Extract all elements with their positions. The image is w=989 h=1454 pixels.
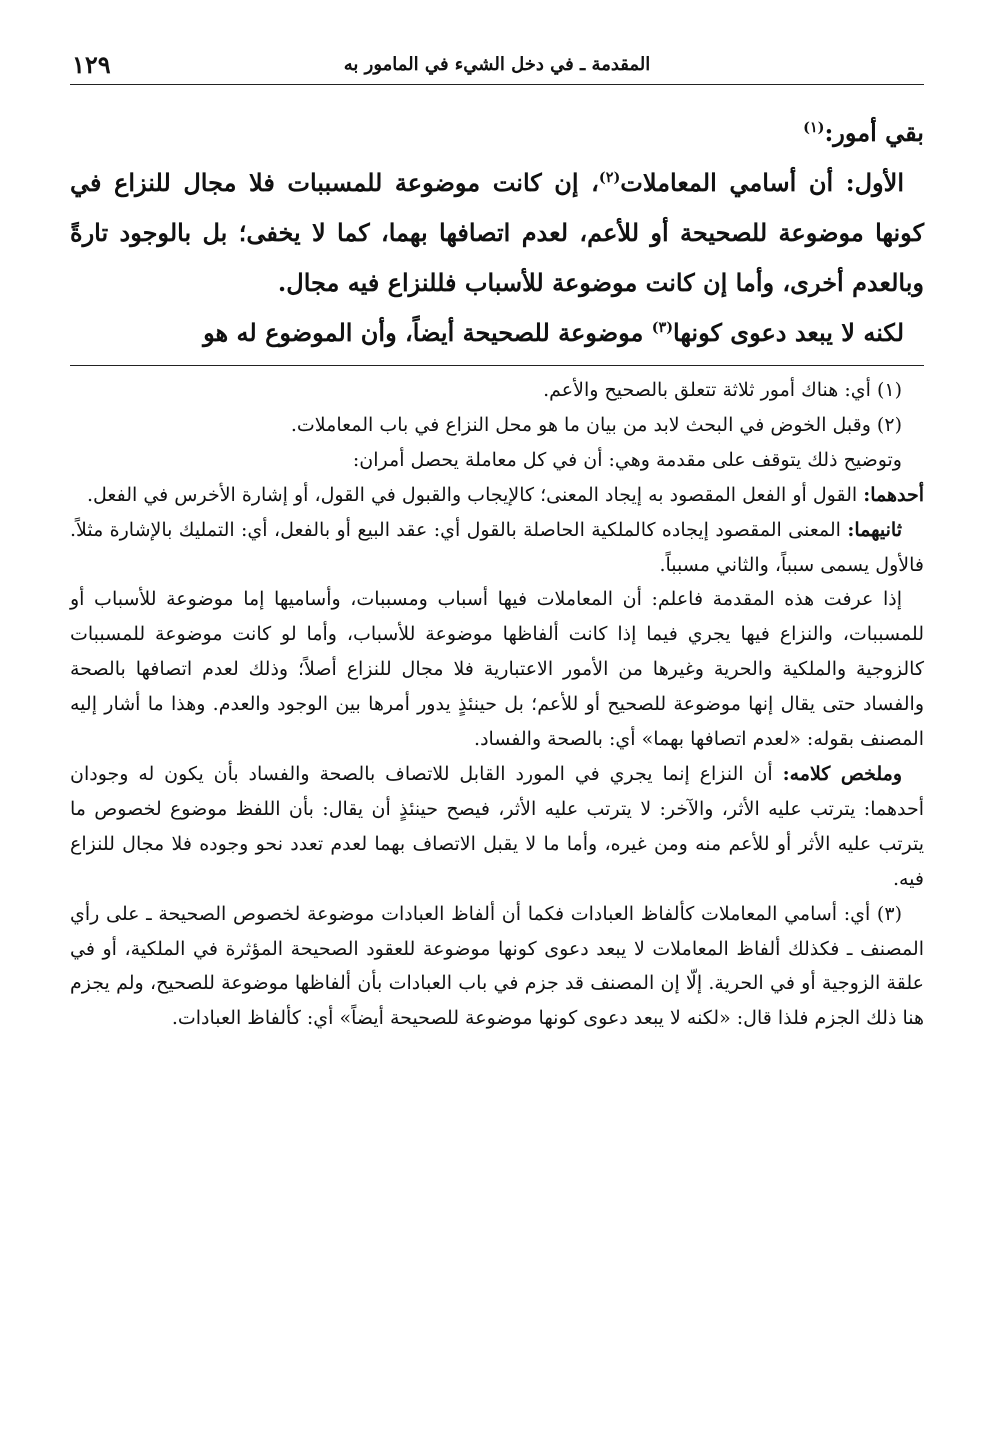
footnote-divider [70, 365, 924, 366]
footnote-ref-1[interactable]: (١) [803, 119, 825, 136]
page-number: ١٢٩ [72, 50, 111, 79]
running-header [70, 44, 924, 85]
footnote-3: (٣) أي: أسامي المعاملات كألفاظ العبادات فكما أن ألفاظ العبادات موضوعة لخصوص الصحيحة ـ على رأي المصنف ـ فكذلك ألفاظ المعاملات لا يبعد دعوى كونها موضوعة للعقود الصحيحة المؤثرة في الملكية، أو في علقة الزوجية أو في الحرية. إلّا إن المصنف قد جزم في باب العبادات بأن ألفاظها موضوعة للصحيح، ولم يجزم هنا ذلك الجزم فلذا قال: «لكنه لا يبعد دعوى كونها موضوعة للصحيحة أيضاً» أي: كألفاظ العبادات. [70, 902, 924, 1030]
main-paragraph-1: الأول: أن أسامي المعاملات$^{(٢)}$، إن كانت موضوعة للمسببات فلا مجال للنزاع في كونها موضوعة للصحيحة أو للأعم، لعدم اتصافها بهما، كما لا يخفى؛ بل بالوجود تارةً وبالعدم أخرى، وأما إن كانت موضوعة للأسباب فللنزاع فيه مجال. [70, 168, 924, 297]
footnote-2-intro: وتوضيح ذلك يتوقف على مقدمة وهي: أن في كل معاملة يحصل أمران: [352, 448, 902, 471]
footnote-ref-3[interactable]: (٣) [651, 319, 674, 336]
main-text [70, 108, 924, 358]
footnote-2: (٢) وقبل الخوض في البحث لابد من بيان ما هو محل النزاع في باب المعاملات. [290, 413, 902, 436]
footnotes [70, 373, 924, 1036]
main-paragraph-2: لكنه لا يبعد دعوى كونها$^{(٣)}$ موضوعة للصحيحة أيضاً، وأن الموضوع له هو [203, 318, 904, 347]
book-page [70, 0, 924, 1454]
footnote-2-summary: وملخص كلامه: أن النزاع إنما يجري في المورد القابل للاتصاف بالصحة والفساد بأن يكون له وجودان أحدهما: يترتب عليه الأثر، والآخر: لا يترتب عليه الأثر، فيصح حينئذٍ أن يقال: بأن اللفظ موضوع لخصوص ما يترتب عليه الأثر أو للأعم منه ومن غيره، وأما ما لا يقبل الاتصاف بهما لعدم تعدد نحو وجوده فلا مجال للنزاع فيه. [70, 762, 924, 890]
second-label: ثانيهما: [847, 518, 902, 541]
footnote-2-second: ثانيهما: المعنى المقصود إيجاده كالملكية الحاصلة بالقول أي: عقد البيع أو بالفعل، أي: التمليك بالإشارة مثلاً. فالأول يسمى سبباً، والثاني مسبباً. [70, 518, 924, 576]
footnote-ref-2[interactable]: (٢) [598, 169, 621, 186]
running-title: المقدمة ـ في دخل الشيء في المامور به [343, 53, 651, 75]
section-heading: بقي أمور:$^{(١)}$ [803, 118, 924, 147]
footnote-1: (١) أي: هناك أمور ثلاثة تتعلق بالصحيح والأعم. [543, 379, 902, 401]
footnote-2-first: أحدهما: القول أو الفعل المقصود به إيجاد المعنى؛ كالإيجاب والقبول في القول، أو إشارة الأخرس في الفعل. [87, 483, 924, 506]
first-label: أحدهما: [863, 483, 924, 506]
summary-label: وملخص كلامه: [782, 762, 903, 785]
footnote-2-conclusion: إذا عرفت هذه المقدمة فاعلم: أن المعاملات فيها أسباب ومسببات، وأساميها إما موضوعة للأسباب أو للمسببات، والنزاع فيها يجري فيما إذا كانت ألفاظها موضوعة للأسباب، وأما لو كانت موضوعة للمسببات كالزوجية والملكية والحرية وغيرها من الأمور الاعتبارية فلا مجال للنزاع أصلاً؛ وذلك لعدم اتصافها بالصحة والفساد حتى يقال إنها موضوعة للصحيح أو للأعم؛ بل حينئذٍ يدور أمرها بين الوجود والعدم. وهذا ما أشار إليه المصنف بقوله: «لعدم اتصافها بهما» أي: بالصحة والفساد. [70, 588, 924, 751]
